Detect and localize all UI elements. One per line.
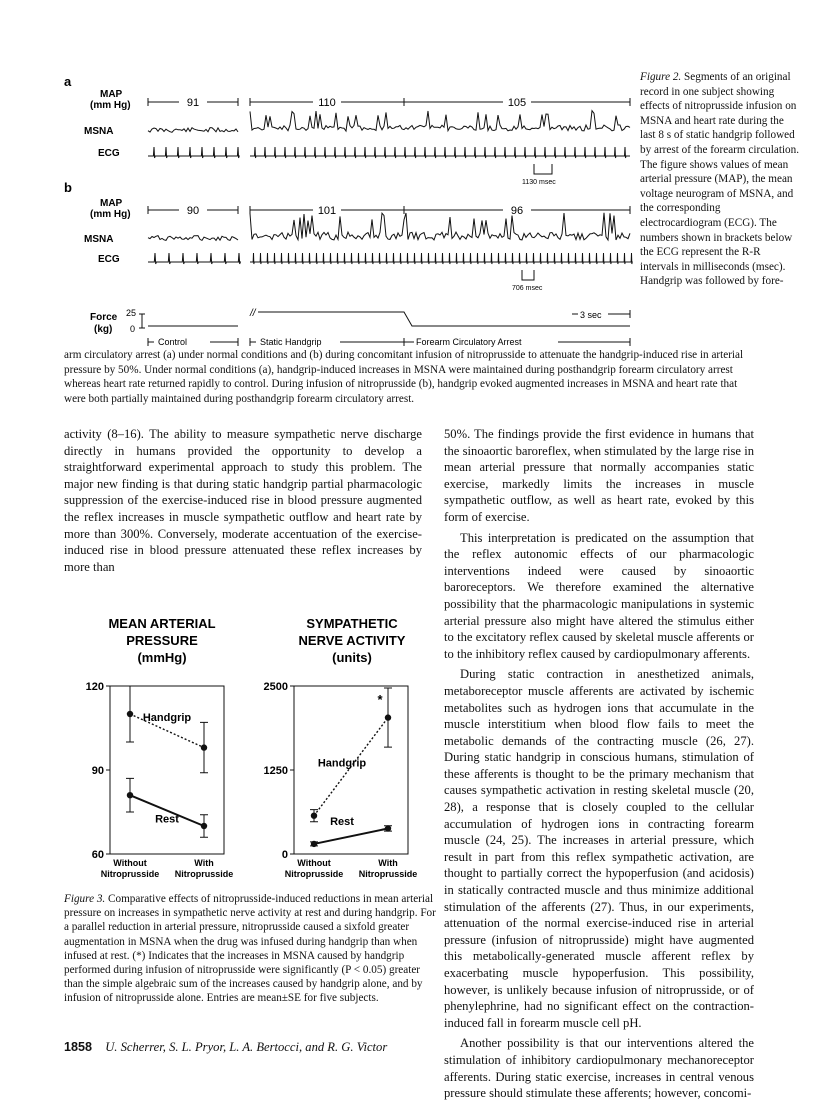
- figure3-charts: [62, 614, 442, 890]
- chart-title: (mmHg): [137, 650, 187, 665]
- msna-trace-a: [148, 111, 630, 133]
- force-unit: (kg): [94, 324, 113, 335]
- data-point: [385, 825, 391, 831]
- msna-label-b: MSNA: [84, 234, 114, 245]
- series-line: [314, 828, 388, 843]
- msna-label: MSNA: [84, 126, 114, 137]
- footer-authors: U. Scherrer, S. L. Pryor, L. A. Bertocci, and R. G. Victor: [105, 1040, 388, 1054]
- rr-interval-b: 706 msec: [512, 285, 543, 292]
- ecg-label: ECG: [98, 148, 120, 159]
- data-point: [311, 812, 317, 818]
- panel-a-letter: a: [64, 74, 72, 89]
- force-tick-25: 25: [126, 308, 137, 318]
- column-right: [444, 426, 754, 1106]
- map-unit-b: (mm Hg): [90, 209, 131, 220]
- y-tick-label: 2500: [263, 681, 288, 693]
- map-label-b: MAP: [100, 198, 123, 209]
- y-tick-label: 60: [91, 849, 104, 861]
- ecg-trace-a: [148, 147, 630, 158]
- y-tick-label: 120: [85, 681, 104, 693]
- map-value: 110: [318, 97, 336, 109]
- paragraph: 50%. The findings provide the first evidence in humans that the sinoaortic baroreflex, when stimulated by the large rise in mean arterial pressure that normally accompanies static exercise, markedly limits the increases in muscle sympathetic outflow, as well as heart rate, evoked by this form of exercise.: [444, 427, 754, 524]
- figure2-caption-side: [640, 70, 800, 289]
- chart-title: MEAN ARTERIAL: [108, 616, 216, 631]
- phase-control: Control: [158, 337, 188, 347]
- figure2-caption-continued: arm circulatory arrest (a) under normal conditions and (b) during concomitant infusion of nitroprusside to attenuate the handgrip-induced rise in arterial pressure by 50%. Under normal conditions (a), handgrip-induced increases in MSNA were maintained during posthandgrip forearm circulatory arrest whereas heart rate returned rapidly to control. During infusion of nitroprusside (b), handgrip evoked augmented increases in MSNA and heart rate that were both partially maintained during posthandgrip forearm circulatory arrest.: [64, 349, 744, 405]
- x-tick-label: With: [378, 858, 398, 868]
- map-value: 101: [317, 205, 337, 217]
- page-footer: [64, 1040, 387, 1055]
- data-point: [127, 711, 133, 717]
- paragraph: This interpretation is predicated on the assumption that the reflex autonomic effects of our pharmacologic interventions indeed were caused by sinoaortic baroreceptors. We therefore examined the alternative possibility that the pharmacologic manipulations in systemic arterial pressure also might have altered the stimulus either to the excitatory reflex caused by skeletal muscle afferents or to the inhibitory reflex caused by cardiopulmonary afferents.: [444, 530, 754, 661]
- x-tick-label: Without: [297, 858, 331, 868]
- map-bars-b: [148, 205, 630, 217]
- force-label: Force: [90, 312, 118, 323]
- chart-mean-arterial-pressure: [86, 616, 234, 879]
- chart-title: PRESSURE: [126, 633, 198, 648]
- rr-bracket-b: [512, 270, 543, 292]
- x-tick-label: Nitroprusside: [174, 869, 234, 879]
- msna-trace-b: [148, 213, 630, 241]
- rr-bracket-a: [522, 164, 556, 186]
- paragraph: During static contraction in anesthetized animals, metaboreceptor muscle afferents are activated by ischemic metabolites such as hydrogen ions that accumulate in the muscle interstitium when blood flow fails to meet the metabolic demands of the contracting muscle (26, 27). During static handgrip in conscious humans, stimulation of these afferents is thought to be the primary mechanism that causes sympathetic activation in resting skeletal muscle (20, 28), a response that is closely coupled to the cellular accumulation of hydrogen ions in contracting forearm muscle (24, 25). The increases in arterial pressure, which result in part from this reflex sympathetic activation, are thought to partially correct the hypoperfusion (and acidosis) in statically contracted muscle and thus minimize additional stimulation of the afferents (27). Thus, in our experiments, attenuation of the normal exercise-induced rise in arterial pressure (infusion of nitroprusside) might have augmented this metabolically-generated muscle afferent reflex by exacerbating muscle hypoperfusion. This possibility, however, is unlikely because infusion of nitroprusside, or of phenylephrine, had no significant effect on the contraction-induced fall in forearm muscle cell pH.: [444, 667, 754, 1030]
- ecg-trace-b: [148, 253, 632, 264]
- figure3-caption: [64, 892, 442, 1006]
- paragraph: activity (8–16). The ability to measure sympathetic nerve discharge directly in humans provided the opportunity to develop a straightforward experimental approach to study this problem. The major new finding is that during static handgrip partial pharmacologic suppression of the exercise-induced rise in blood pressure augmented the reflex increases in muscle sympathetic outflow and heart rate by more than 300%. Conversely, moderate accentuation of the exercise-induced rise in blood pressure attenuated these reflex increases by more than: [64, 427, 422, 574]
- figure2-caption-title: Figure 2.: [640, 71, 682, 83]
- chart-title: SYMPATHETIC: [306, 616, 398, 631]
- ecg-label-b: ECG: [98, 254, 120, 265]
- x-tick-label: With: [194, 858, 214, 868]
- data-point: [385, 714, 391, 720]
- data-point: [201, 744, 207, 750]
- x-tick-label: Without: [113, 858, 147, 868]
- time-scale: [572, 310, 630, 320]
- map-value: 91: [186, 97, 200, 109]
- map-value: 96: [510, 205, 524, 217]
- map-bars-a: [148, 97, 630, 109]
- data-point: [127, 792, 133, 798]
- phase-handgrip: Static Handgrip: [260, 337, 322, 347]
- significance-star: *: [377, 692, 383, 708]
- figure3-caption-text: Comparative effects of nitroprusside-induced reductions in mean arterial pressure on increases in sympathetic nerve activity at rest and during handgrip. For a parallel reduction in arterial pressure, nitroprusside caused a sixfold greater augmentation in MSNA when the drug was infused during handgrip than when infused at rest. (*) Indicates that the increases in MSNA caused by handgrip performed during infusion of nitroprusside were significantly (P < 0.05) greater than the simple algebraic sum of the increases caused by handgrip alone, and by infusion of nitroprusside alone. Entries are mean±SE for five subjects.: [64, 893, 436, 1005]
- series-label: Handgrip: [317, 757, 367, 770]
- x-tick-label: Nitroprusside: [284, 869, 344, 879]
- map-value: 105: [507, 97, 527, 109]
- x-tick-label: Nitroprusside: [100, 869, 160, 879]
- map-unit: (mm Hg): [90, 100, 131, 111]
- data-point: [311, 841, 317, 847]
- figure2-caption-text: Segments of an original record in one subject showing effects of nitroprusside infusion on MSNA and heart rate during the last 8 s of static handgrip followed by arrest of the forearm circulation. The figure shows values of mean arterial pressure (MAP), the mean voltage neurogram of MSNA, and the corresponding electrocardiogram (ECG). The numbers shown in brackets below the ECG represent the R-R intervals in milliseconds (msec). Handgrip was followed by fore-: [640, 71, 800, 288]
- series-label: Rest: [155, 813, 179, 826]
- data-point: [201, 823, 207, 829]
- map-value: 90: [186, 205, 200, 217]
- force-scale-bar: [139, 314, 145, 328]
- figure3-caption-title: Figure 3.: [64, 893, 106, 905]
- figure2-traces: [60, 70, 640, 350]
- paragraph: Another possibility is that our interventions altered the stimulation of inhibitory cardiopulmonary mechanoreceptor afferents. During static exercise, increases in central venous pressure should stimulate these afferents; however, concomi-: [444, 1036, 754, 1101]
- page-number: 1858: [64, 1040, 93, 1054]
- chart-title: NERVE ACTIVITY: [298, 633, 406, 648]
- chart-title: (units): [332, 650, 372, 665]
- phase-bar: [148, 337, 630, 347]
- series-label: Handgrip: [142, 711, 192, 724]
- force-tick-0: 0: [130, 324, 136, 334]
- panel-b-letter: b: [64, 180, 72, 195]
- x-tick-label: Nitroprusside: [358, 869, 418, 879]
- map-label: MAP: [100, 89, 123, 100]
- column-left: [64, 426, 422, 579]
- chart-sympathetic-nerve-activity: [264, 616, 418, 879]
- y-tick-label: 0: [281, 849, 288, 861]
- time-scale-label: 3 sec: [580, 310, 602, 320]
- y-tick-label: 1250: [263, 765, 288, 777]
- phase-arrest: Forearm Circulatory Arrest: [416, 337, 522, 347]
- y-tick-label: 90: [91, 765, 104, 777]
- break-mark: //: [250, 308, 256, 319]
- rr-interval-a: 1130 msec: [522, 179, 556, 186]
- series-label: Rest: [330, 816, 354, 829]
